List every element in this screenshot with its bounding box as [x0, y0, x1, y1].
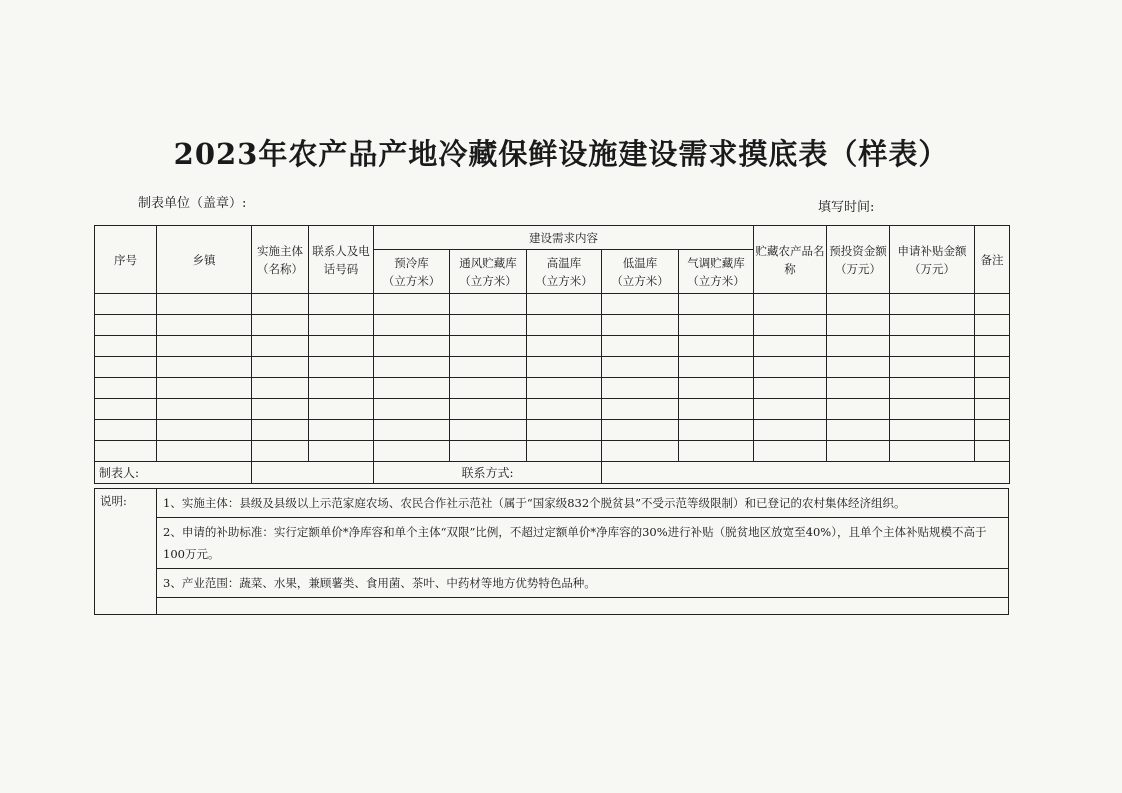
maker-label: 制表人:	[95, 462, 252, 484]
table-cell[interactable]	[95, 378, 157, 399]
table-cell[interactable]	[374, 357, 450, 378]
table-cell[interactable]	[602, 357, 679, 378]
table-cell[interactable]	[95, 399, 157, 420]
page-title: 2023年农产品产地冷藏保鲜设施建设需求摸底表（样表）	[173, 137, 949, 171]
table-cell[interactable]	[975, 294, 1010, 315]
table-row	[95, 441, 1010, 462]
table-cell[interactable]	[890, 378, 975, 399]
table-cell[interactable]	[252, 357, 309, 378]
table-cell[interactable]	[450, 441, 527, 462]
table-cell[interactable]	[602, 441, 679, 462]
table-cell[interactable]	[754, 294, 827, 315]
table-cell[interactable]	[527, 441, 602, 462]
table-cell[interactable]	[602, 420, 679, 441]
lowtemp-label: 低温库	[622, 255, 658, 270]
table-cell[interactable]	[252, 420, 309, 441]
table-cell[interactable]	[890, 357, 975, 378]
precool-unit: （立方米）	[382, 273, 441, 288]
table-cell[interactable]	[527, 336, 602, 357]
notes-table	[94, 488, 1009, 615]
header-contact: 联系人及电话号码	[309, 226, 374, 294]
table-cell[interactable]	[975, 336, 1010, 357]
table-cell[interactable]	[374, 315, 450, 336]
table-cell[interactable]	[252, 399, 309, 420]
note-item: 2、申请的补助标准：实行定额单价*净库容和单个主体“双限”比例，不超过定额单价*净库容的30%进行补贴（脱贫地区放宽至40%），且单个主体补贴规模不高于100万元。	[157, 518, 1009, 569]
table-cell[interactable]	[309, 336, 374, 357]
table-cell[interactable]	[827, 336, 890, 357]
table-row	[95, 315, 1010, 336]
table-cell[interactable]	[754, 441, 827, 462]
table-cell[interactable]	[252, 441, 309, 462]
table-cell[interactable]	[309, 294, 374, 315]
note-blank	[157, 598, 1009, 615]
table-cell[interactable]	[975, 441, 1010, 462]
table-cell[interactable]	[450, 399, 527, 420]
lowtemp-unit: （立方米）	[611, 273, 669, 288]
table-cell[interactable]	[252, 315, 309, 336]
table-cell[interactable]	[754, 315, 827, 336]
note-item: 3、产业范围：蔬菜、水果，兼顾薯类、食用菌、茶叶、中药材等地方优势特色品种。	[157, 569, 1009, 598]
table-cell[interactable]	[252, 294, 309, 315]
table-cell[interactable]	[827, 399, 890, 420]
table-cell[interactable]	[374, 336, 450, 357]
table-cell[interactable]	[602, 315, 679, 336]
table-cell[interactable]	[827, 441, 890, 462]
note-item: 1、实施主体：县级及县级以上示范家庭农场、农民合作社示范社（属于“国家级832个脱贫县”不受示范等级限制）和已登记的农村集体经济组织。	[157, 489, 1009, 518]
hightemp-label: 高温库	[546, 255, 582, 270]
table-cell[interactable]	[157, 399, 252, 420]
ventilated-label: 通风贮藏库	[459, 255, 517, 270]
date-label: 填写时间:	[818, 200, 875, 215]
table-cell[interactable]	[450, 315, 527, 336]
table-cell[interactable]	[754, 357, 827, 378]
table-cell[interactable]	[679, 441, 754, 462]
table-cell[interactable]	[374, 294, 450, 315]
table-cell[interactable]	[374, 399, 450, 420]
table-cell[interactable]	[975, 399, 1010, 420]
table-row	[95, 399, 1010, 420]
table-cell[interactable]	[309, 378, 374, 399]
hightemp-unit: （立方米）	[535, 273, 593, 288]
table-cell[interactable]	[95, 294, 157, 315]
table-row	[95, 357, 1010, 378]
header-town: 乡镇	[157, 226, 252, 294]
table-cell[interactable]	[527, 378, 602, 399]
table-cell[interactable]	[754, 399, 827, 420]
table-cell[interactable]	[754, 378, 827, 399]
header-ventilated	[450, 250, 527, 294]
table-cell[interactable]	[527, 294, 602, 315]
table-cell[interactable]	[679, 420, 754, 441]
table-cell[interactable]	[95, 357, 157, 378]
table-cell[interactable]	[975, 357, 1010, 378]
table-cell[interactable]	[252, 378, 309, 399]
table-cell[interactable]	[157, 441, 252, 462]
table-cell[interactable]	[450, 378, 527, 399]
table-cell[interactable]	[890, 441, 975, 462]
table-cell[interactable]	[157, 294, 252, 315]
table-cell[interactable]	[679, 315, 754, 336]
table-cell[interactable]	[309, 315, 374, 336]
table-cell[interactable]	[95, 336, 157, 357]
table-cell[interactable]	[827, 294, 890, 315]
header-hightemp	[527, 250, 602, 294]
precool-label: 预冷库	[394, 255, 429, 270]
table-cell[interactable]	[527, 399, 602, 420]
table-cell[interactable]	[602, 378, 679, 399]
table-cell[interactable]	[157, 357, 252, 378]
table-cell[interactable]	[374, 378, 450, 399]
table-cell[interactable]	[975, 378, 1010, 399]
header-product: 贮藏农产品名称	[754, 226, 827, 294]
table-cell[interactable]	[754, 420, 827, 441]
ventilated-unit: （立方米）	[459, 273, 517, 288]
table-cell[interactable]	[679, 357, 754, 378]
header-lowtemp	[602, 250, 679, 294]
table-cell[interactable]	[309, 420, 374, 441]
survey-table	[94, 225, 1010, 484]
header-subsidy: 申请补贴金额（万元）	[890, 226, 975, 294]
table-cell[interactable]	[890, 336, 975, 357]
notes-label: 说明:	[95, 489, 157, 615]
table-row	[95, 336, 1010, 357]
table-cell[interactable]	[309, 357, 374, 378]
table-cell[interactable]	[827, 315, 890, 336]
table-cell[interactable]	[157, 336, 252, 357]
contact-method-cell[interactable]	[602, 462, 1010, 484]
table-cell[interactable]	[975, 420, 1010, 441]
table-cell[interactable]	[450, 336, 527, 357]
table-cell[interactable]	[602, 294, 679, 315]
table-cell[interactable]	[374, 441, 450, 462]
ca-unit: （立方米）	[687, 273, 745, 288]
table-cell[interactable]	[157, 420, 252, 441]
table-cell[interactable]	[890, 294, 975, 315]
table-cell[interactable]	[827, 378, 890, 399]
table-cell[interactable]	[450, 357, 527, 378]
table-cell[interactable]	[95, 315, 157, 336]
contact-method-label: 联系方式:	[374, 462, 602, 484]
table-cell[interactable]	[679, 399, 754, 420]
table-cell[interactable]	[309, 441, 374, 462]
table-cell[interactable]	[754, 336, 827, 357]
ca-label: 气调贮藏库	[687, 255, 745, 270]
table-cell[interactable]	[374, 420, 450, 441]
table-cell[interactable]	[252, 336, 309, 357]
table-cell[interactable]	[890, 315, 975, 336]
header-precool	[374, 250, 450, 294]
unit-label: 制表单位（盖章）:	[138, 196, 247, 211]
table-cell[interactable]	[157, 378, 252, 399]
table-row	[95, 420, 1010, 441]
table-cell[interactable]	[309, 399, 374, 420]
table-cell[interactable]	[450, 420, 527, 441]
table-cell[interactable]	[527, 315, 602, 336]
maker-cell[interactable]	[252, 462, 374, 484]
table-cell[interactable]	[95, 441, 157, 462]
header-entity: 实施主体（名称）	[252, 226, 309, 294]
table-cell[interactable]	[95, 420, 157, 441]
table-cell[interactable]	[527, 420, 602, 441]
table-cell[interactable]	[890, 399, 975, 420]
header-seq: 序号	[95, 226, 157, 294]
table-cell[interactable]	[679, 336, 754, 357]
table-cell[interactable]	[602, 399, 679, 420]
table-row	[95, 378, 1010, 399]
header-construction: 建设需求内容	[374, 226, 754, 250]
table-cell[interactable]	[827, 357, 890, 378]
table-cell[interactable]	[975, 315, 1010, 336]
header-invest: 预投资金额（万元）	[827, 226, 890, 294]
table-cell[interactable]	[679, 294, 754, 315]
table-cell[interactable]	[890, 420, 975, 441]
table-cell[interactable]	[527, 357, 602, 378]
table-cell[interactable]	[827, 420, 890, 441]
table-cell[interactable]	[157, 315, 252, 336]
table-cell[interactable]	[602, 336, 679, 357]
header-ca	[679, 250, 754, 294]
header-remark: 备注	[975, 226, 1010, 294]
table-cell[interactable]	[450, 294, 527, 315]
table-cell[interactable]	[679, 378, 754, 399]
table-row	[95, 294, 1010, 315]
